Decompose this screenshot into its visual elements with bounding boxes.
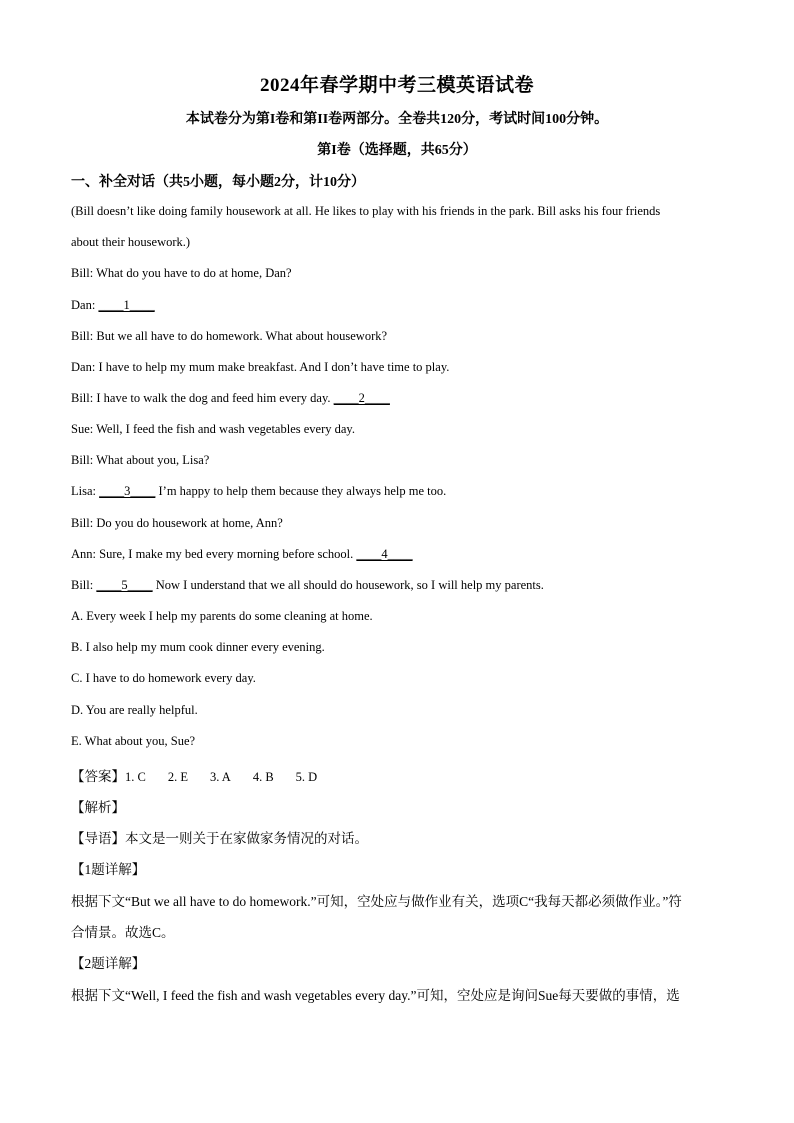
answer-item: 2. E [167,770,188,784]
utterance: Now I understand that we all should do housework, so I will help my parents. [152,578,544,592]
speaker: Sue: [71,422,94,436]
dialogue-line [71,422,355,437]
intro-line-1: (Bill doesn’t like doing family housework at all. He likes to play with his friends in the park. Bill asks his four friends [71,204,661,218]
speaker: Bill: [71,329,94,343]
speaker: Lisa: [71,484,96,498]
answer-item: 1. C [125,770,146,784]
utterance: What about you, Lisa? [93,453,210,467]
option-b: B. I also help my mum cook dinner every evening. [71,640,325,654]
utterance: What do you have to do at home, Dan? [93,266,292,280]
section-heading: 一、补全对话（共5小题，每小题2分，计10分） [71,175,365,190]
answer-item: 5. D [295,770,318,784]
dialogue-line [71,329,387,344]
option-c: C. I have to do homework every day. [71,671,256,685]
speaker: Bill: [71,391,94,405]
dialogue-line [71,453,209,468]
speaker: Bill: [71,453,94,467]
dialogue-line [71,484,446,499]
speaker: Dan: [71,360,96,374]
answer-item: 3. A [209,770,231,784]
dialogue-line [71,547,413,562]
dialogue-line [71,516,283,531]
page-title: 2024年春学期中考三模英语试卷 [259,75,534,96]
dialogue-line [71,266,292,281]
utterance: Do you do housework at home, Ann? [93,516,283,530]
answer-blank-1: ____1____ [98,298,155,312]
dialogue-line [71,360,449,375]
option-d: D. You are really helpful. [71,703,198,717]
option-e: E. What about you, Sue? [71,734,196,748]
speaker: Bill: [71,578,94,592]
answer-blank-5: ____5____ [96,578,153,592]
analysis-tag: 【解析】 [71,800,125,815]
answer-line [71,765,339,785]
speaker: Bill: [71,266,94,280]
utterance: I have to walk the dog and feed him every day. [93,391,334,405]
utterance: I have to help my mum make breakfast. And I don’t have time to play. [95,360,450,374]
q1-detail-title: 【1题详解】 [71,862,146,877]
utterance: But we all have to do homework. What about housework? [93,329,388,343]
q2-detail-text-1: 根据下文“Well, I feed the fish and wash vegetables every day.”可知，空处应是询问Sue每天要做的事情，选 [71,988,680,1003]
answer-item: 4. B [252,770,274,784]
volume-heading: 第I卷（选择题，共65分） [317,143,477,158]
dialogue-line [71,298,155,313]
utterance: Sure, I make my bed every morning before school. [96,547,357,561]
dialogue-line [71,578,544,593]
answer-tag: 【答案】 [71,769,125,784]
utterance: Well, I feed the fish and wash vegetables every day. [93,422,355,436]
q1-detail-text-2: 合情景。故选C。 [71,925,175,940]
q1-detail-text-1: 根据下文“But we all have to do homework.”可知，空处应与做作业有关，选项C“我每天都必须做作业。”符 [71,894,682,909]
speaker: Ann: [71,547,96,561]
utterance: I’m happy to help them because they always help me too. [155,484,447,498]
dialogue-line [71,391,390,406]
speaker: Dan: [71,298,96,312]
intro-line-2: about their housework.) [71,235,191,249]
answer-blank-3: ____3____ [99,484,156,498]
q2-detail-title: 【2题详解】 [71,956,146,971]
speaker: Bill: [71,516,94,530]
answer-blank-4: ____4____ [356,547,413,561]
exam-instructions: 本试卷分为第I卷和第II卷两部分。全卷共120分，考试时间100分钟。 [185,112,609,127]
option-a: A. Every week I help my parents do some cleaning at home. [71,609,373,623]
guide-text: 【导语】本文是一则关于在家做家务情况的对话。 [71,831,368,846]
answer-blank-2: ____2____ [333,391,390,405]
